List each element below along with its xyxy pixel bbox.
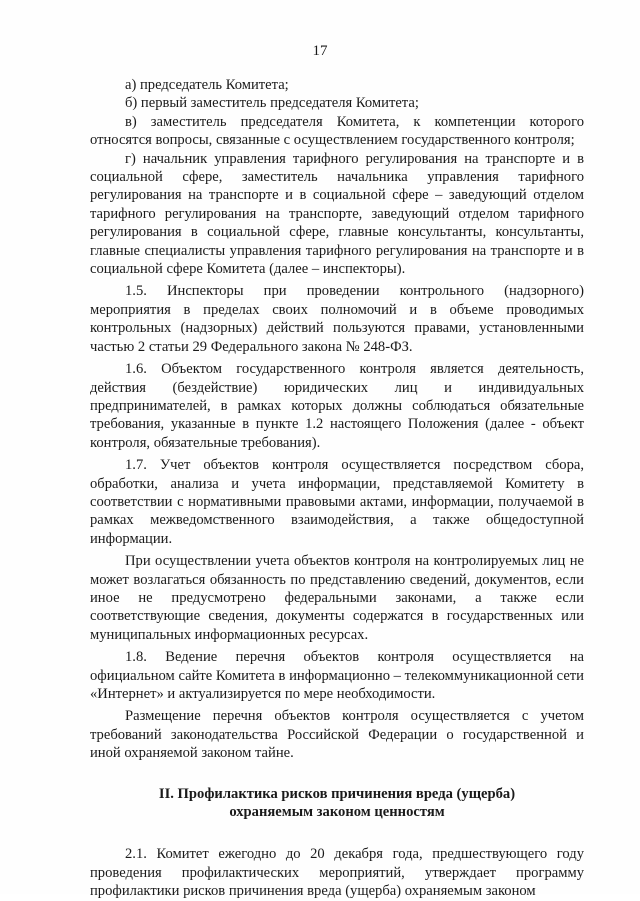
paragraph-placement: Размещение перечня объектов контроля осуществляется с учетом требований законодательства Российской Федерации о государственной и иной охраняемой законом тайне. bbox=[90, 708, 584, 762]
paragraph-accounting: При осуществлении учета объектов контроля на контролируемых лиц не может возлагаться обязанность по представлению сведений, документов, если иное не предусмотрено федеральными законами, а также если соответствующие сведения, документы содержатся в государственных или муниципальных информационных ресурсах. bbox=[90, 553, 584, 643]
paragraph-1-6: 1.6. Объектом государственного контроля является деятельность, действия (бездействие) юридических лиц и индивидуальных предпринимателей, в рамках которых должны соблюдаться обязательные требования, указанные в пункте 1.2 настоящего Положения (далее - объект контроля, обязательные требования). bbox=[90, 361, 584, 451]
paragraph-2-1: 2.1. Комитет ежегодно до 20 декабря года, предшествующего году проведения профилактических мероприятий, утверждает программу профилактики рисков причинения вреда (ущерба) охраняемым законом bbox=[90, 846, 584, 900]
page-number: 17 bbox=[312, 43, 328, 59]
section-heading-line-2: охраняемым законом ценностям bbox=[229, 804, 445, 821]
paragraph-list-item-b: б) первый заместитель председателя Комитета; bbox=[125, 95, 419, 112]
document-body bbox=[90, 76, 584, 901]
paragraph-1-8: 1.8. Ведение перечня объектов контроля осуществляется на официальном сайте Комитета в информационно – телекоммуникационной сети «Интернет» и актуализируется по мере необходимости. bbox=[90, 649, 584, 702]
paragraph-list-item-g: г) начальник управления тарифного регулирования на транспорте и в социальной сфере, заместитель начальника управления тарифного регулирования на транспорте и в социальной сфере – заведующий отделом тарифного регулирования на транспорте, заведующий отделом тарифного регулирования в социальной сфере, главные консультанты, консультанты, главные специалисты управления тарифного регулирования на транспорте и в социальной сфере Комитета (далее – инспекторы). bbox=[90, 150, 584, 278]
paragraph-1-7: 1.7. Учет объектов контроля осуществляется посредством сбора, обработки, анализа и учета информации, представляемой Комитету в соответствии с нормативными правовыми актами, информации, получаемой в рамках межведомственного взаимодействия, а также общедоступной информации. bbox=[90, 457, 584, 547]
paragraph-1-5: 1.5. Инспекторы при проведении контрольного (надзорного) мероприятия в пределах своих полномочий и в объеме проводимых контрольных (надзорных) действий пользуются правами, установленными частью 2 статьи 29 Федерального закона № 248-ФЗ. bbox=[90, 283, 584, 355]
section-heading bbox=[90, 785, 584, 822]
paragraph-list-item-v: в) заместитель председателя Комитета, к компетенции которого относятся вопросы, связанные с осуществлением государственного контроля; bbox=[90, 113, 584, 149]
section-heading-line-1: II. Профилактика рисков причинения вреда (ущерба) bbox=[158, 785, 516, 802]
paragraph-list-item-a: а) председатель Комитета; bbox=[125, 77, 289, 93]
